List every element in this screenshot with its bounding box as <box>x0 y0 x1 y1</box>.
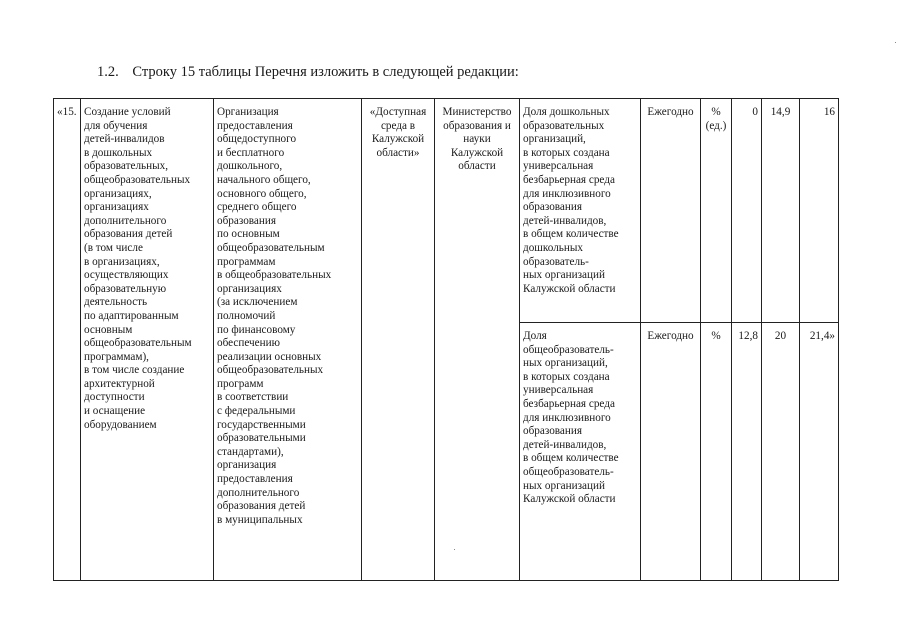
executor-cell: Министерство образования и науки Калужской области <box>435 99 520 581</box>
scan-speck <box>895 42 896 43</box>
unit-cell: % <box>701 323 732 581</box>
value-cell-1: 12,8 <box>732 323 762 581</box>
value-cell-2: 14,9 <box>762 99 800 323</box>
value-cell-1: 0 <box>732 99 762 323</box>
amendment-heading <box>97 64 519 81</box>
row-number-cell: «15. <box>54 99 81 581</box>
heading-number: 1.2. <box>97 64 119 80</box>
program-table <box>53 98 839 581</box>
value-cell-3: 16 <box>800 99 839 323</box>
value-cell-3: 21,4» <box>800 323 839 581</box>
program-cell: «Доступная среда в Калужской области» <box>362 99 435 581</box>
frequency-cell: Ежегодно <box>641 323 701 581</box>
heading-text: Строку 15 таблицы Перечня изложить в следующей редакции: <box>132 64 519 80</box>
indicator-name-cell: Доля дошкольных образовательных организаций, в которых создана универсальная безбарьерная среда для инклюзивного образования детей-инвалидов, в общем количестве дошкольных образователь- ных организаций Калужской области <box>520 99 641 323</box>
table-row <box>54 99 839 323</box>
unit-cell: % (ед.) <box>701 99 732 323</box>
value-cell-2: 20 <box>762 323 800 581</box>
indicator-name-cell: Доля общеобразователь- ных организаций, в которых создана универсальная безбарьерная среда для инклюзивного образования детей-инвалидов, в общем количестве общеобразователь- ных организаций Калужской области <box>520 323 641 581</box>
scan-speck <box>454 549 455 550</box>
task-cell: Создание условий для обучения детей-инвалидов в дошкольных образовательных, общеобразовательных организациях, организациях дополнительного образования детей (в том числе в организациях, осуществляющих образовательную деятельность по адаптированным основным общеобразовательным программам), в том числе создание архитектурной доступности и оснащение оборудованием <box>81 99 214 581</box>
activity-cell: Организация предоставления общедоступного и бесплатного дошкольного, начального общего, основного общего, среднего общего образования по основным общеобразовательным программам в общеобразовательных организациях (за исключением полномочий по финансовому обеспечению реализации основных общеобразовательных программ в соответствии с федеральными государственными образовательными стандартами), организация предоставления дополнительного образования детей в муниципальных <box>214 99 362 581</box>
frequency-cell: Ежегодно <box>641 99 701 323</box>
